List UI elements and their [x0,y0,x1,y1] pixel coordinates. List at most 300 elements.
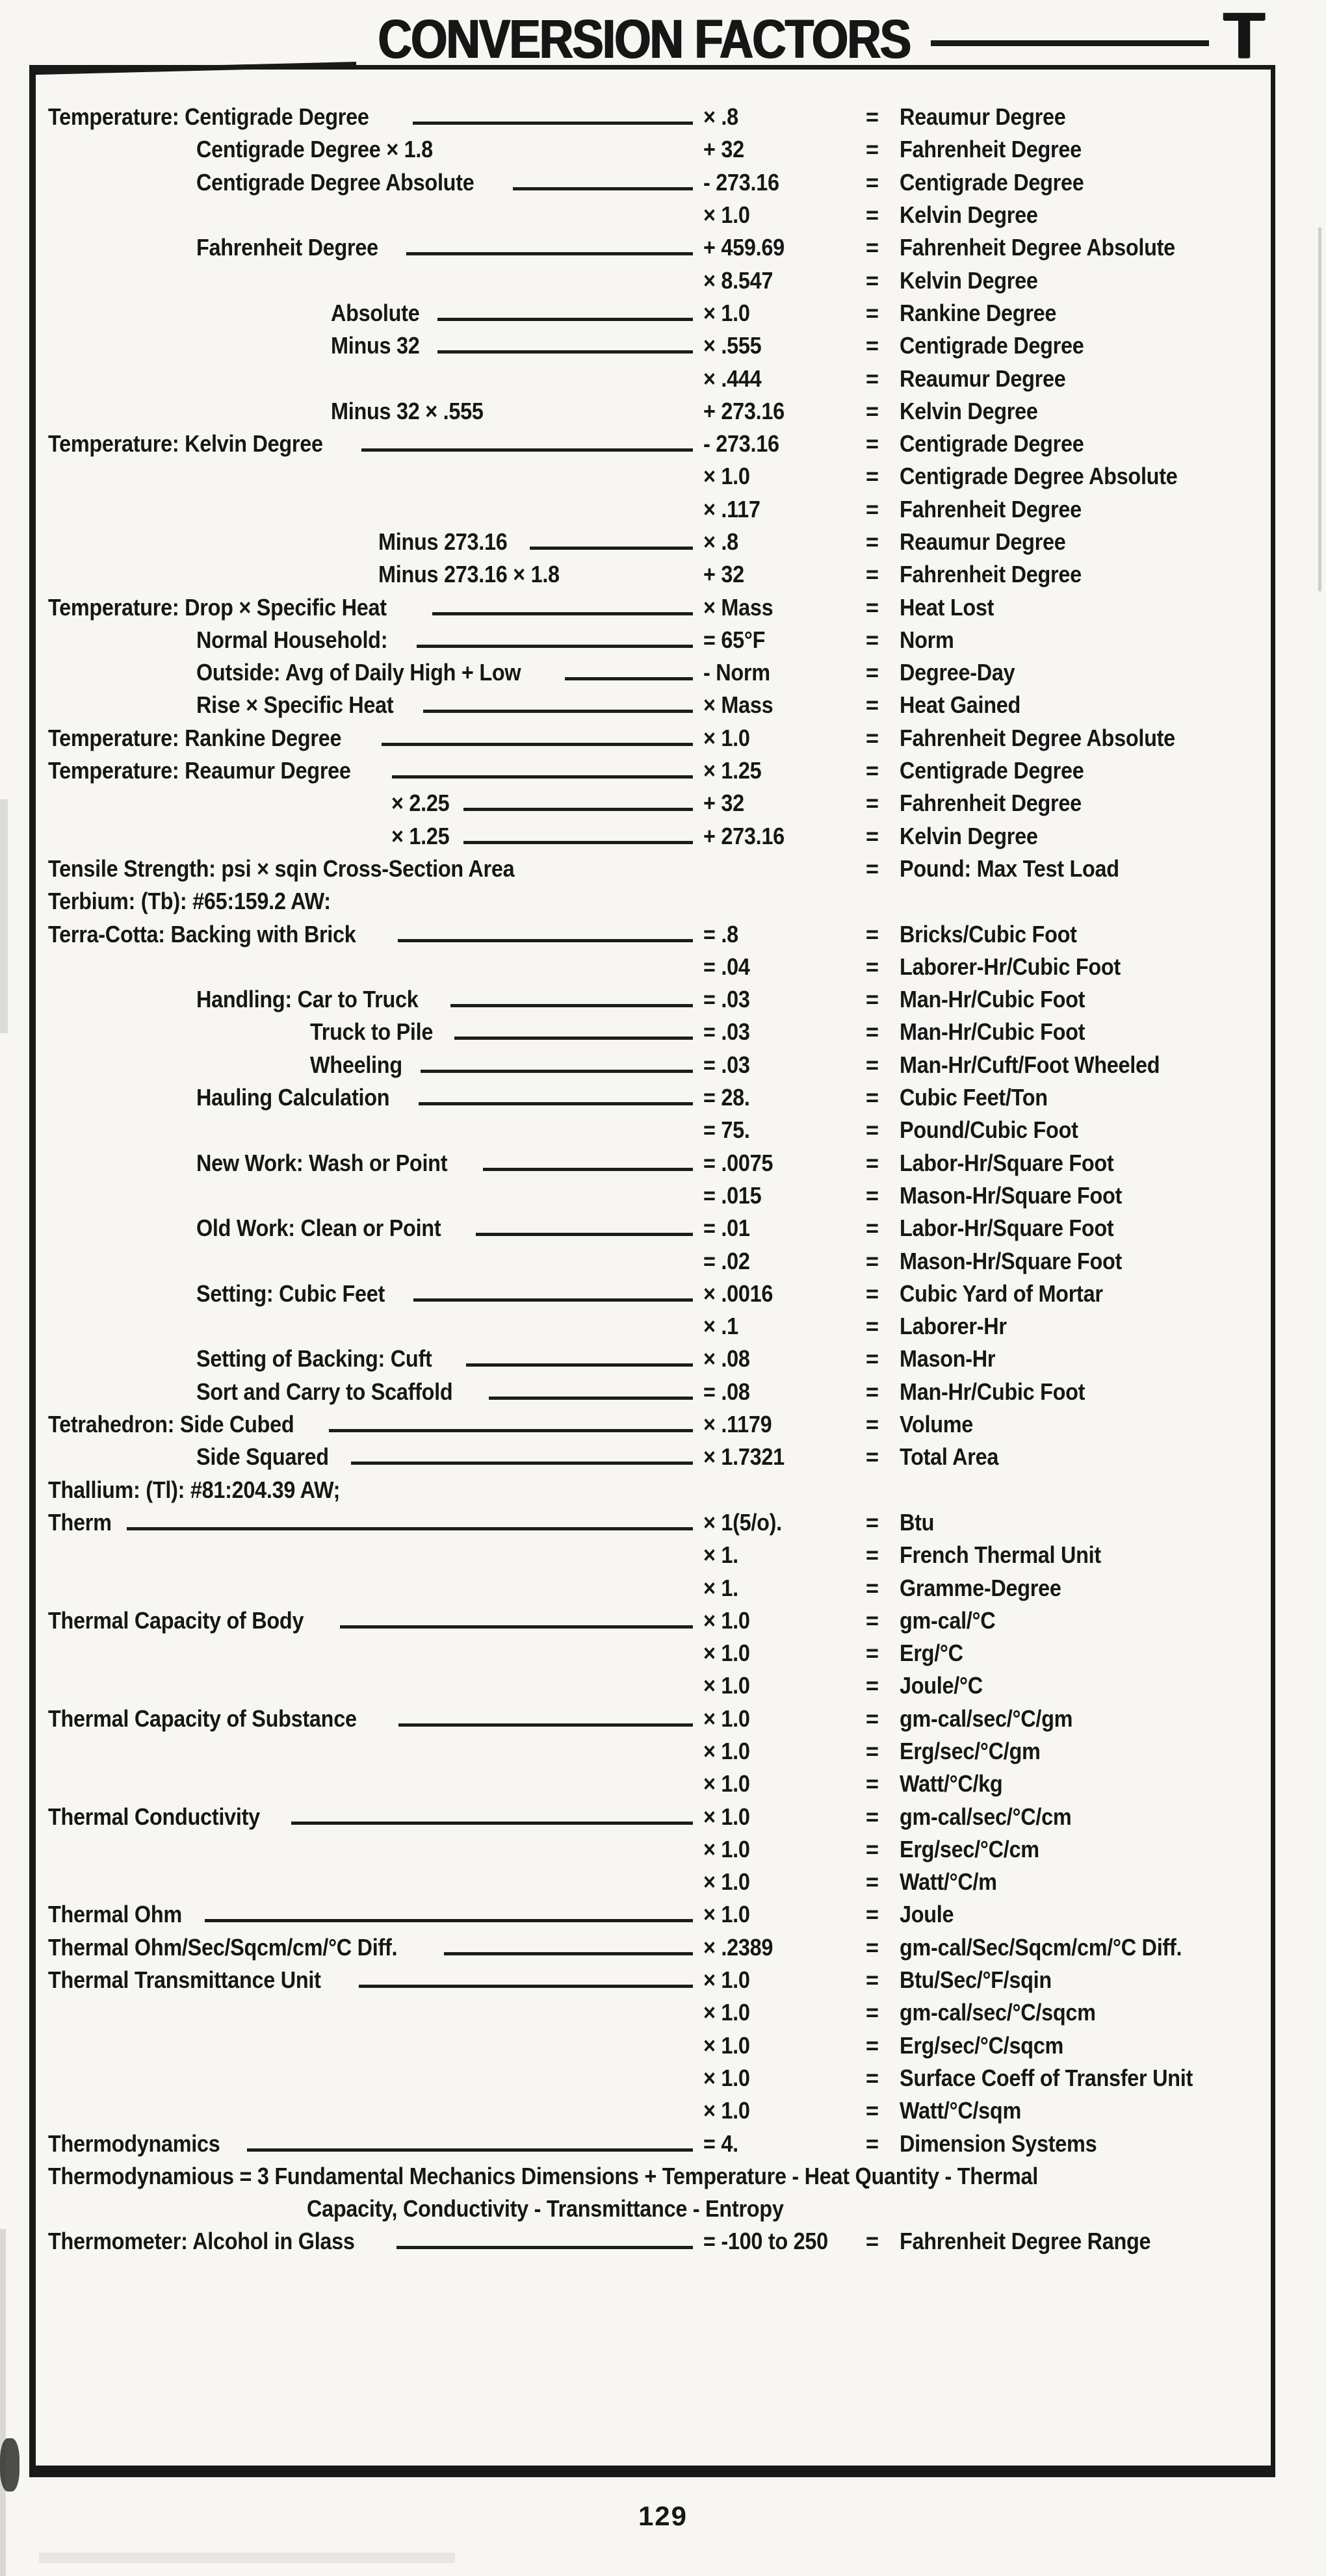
table-row [36,1898,1271,1931]
result-text: Centigrade Degree [900,757,1084,784]
operator-text: × Mass [703,691,774,719]
row-operator [703,1182,866,1209]
row-result [866,1738,1056,1765]
equals-sign: = [866,430,879,457]
row-result [866,169,1104,196]
leader-line [205,1919,693,1922]
operator-text: × 1.0 [703,1966,750,1994]
operator-text: = 28. [703,1084,750,1111]
table-row [36,1735,1271,1768]
table-row [36,820,1271,853]
leader-line [437,350,693,354]
row-label: Thermal Capacity of Substance [48,1705,357,1732]
row-operator [703,1509,866,1536]
row-label-zone [48,1901,703,1928]
equals-sign: = [866,168,879,196]
row-operator [703,953,866,981]
table-row [36,2193,1271,2225]
operator-text: = .04 [703,953,750,980]
leader-line [413,122,694,125]
table-row [36,264,1271,296]
row-label: Thermal Transmittance Unit [48,1966,321,1994]
equals-sign: = [866,1640,879,1667]
operator-text: × Mass [703,593,774,621]
operator-text: × .117 [703,495,760,522]
operator-text: × 1.0 [703,1835,750,1862]
result-text: Mason-Hr/Square Foot [900,1181,1123,1209]
row-label: Old Work: Clean or Point [196,1215,441,1242]
row-label-zone [48,1705,703,1732]
operator-text: × .555 [703,332,762,359]
row-result [866,463,1208,490]
result-text: Cubic Yard of Mortar [900,1280,1103,1307]
operator-text: = .015 [703,1181,762,1209]
operator-text: × 1.25 [703,757,762,784]
row-result [866,1313,1019,1340]
row-result [866,528,1084,556]
table-row [36,689,1271,721]
table-row [36,787,1271,819]
row-label: Thermal Ohm [48,1901,182,1928]
row-label: Thermal Capacity of Body [48,1606,304,1634]
table-row [36,2062,1271,2094]
operator-text: × 1.0 [703,1803,750,1830]
result-text: Fahrenheit Degree [900,790,1082,817]
result-text: Kelvin Degree [900,397,1038,424]
operator-text: × 1.0 [703,2097,750,2124]
row-label-zone [48,103,703,131]
table-row [36,1539,1271,1571]
row-operator [703,1770,866,1797]
table-row [36,2029,1271,2062]
row-label: Therm [48,1508,112,1536]
result-text: Dimension Systems [900,2130,1097,2157]
row-operator [703,1215,866,1242]
operator-text: = 75. [703,1116,750,1144]
scan-edge-artifact [1318,227,1321,591]
row-result [866,1378,1106,1406]
table-row [36,1800,1271,1833]
result-text: Watt/°C/sqm [900,2097,1021,2124]
row-result [866,1116,1098,1144]
operator-text: × 1. [703,1541,738,1569]
table-row [36,951,1271,983]
equals-sign: = [866,1770,879,1797]
equals-sign: = [866,463,879,490]
row-label-zone [48,136,703,163]
operator-text: × .0016 [703,1280,774,1307]
equals-sign: = [866,561,879,588]
row-result [866,1868,1008,1896]
row-operator [703,1607,866,1634]
row-result [866,1999,1117,2026]
row-result [866,1182,1147,1209]
equals-sign: = [866,1181,879,1209]
equals-sign: = [866,1116,879,1144]
row-result [866,398,1053,425]
equals-sign: = [866,757,879,784]
table-row [36,1833,1271,1866]
operator-text: × 1.7321 [703,1443,785,1471]
equals-sign: = [866,1868,879,1896]
row-result [866,725,1206,752]
operator-text: × 1.0 [703,463,750,490]
leader-line [466,1363,693,1367]
table-row [36,2160,1271,2193]
row-result [866,2065,1225,2092]
equals-sign: = [866,2064,879,2091]
row-result [866,1934,1213,1961]
row-label: Setting: Cubic Feet [196,1280,385,1307]
row-label: Temperature: Drop × Specific Heat [48,593,387,621]
row-operator [703,1018,866,1046]
table-row [36,1049,1271,1081]
table-row [36,1964,1271,1996]
row-operator [703,725,866,752]
result-text: Bricks/Cubic Foot [900,920,1077,947]
row-result [866,1640,970,1667]
row-result [866,2228,1178,2255]
equals-sign: = [866,1313,879,1340]
row-label-zone [48,332,703,359]
row-operator [703,790,866,817]
conversion-table-box [29,65,1275,2477]
leader-line [483,1168,693,1171]
leader-line [513,187,693,190]
row-operator [703,2130,866,2157]
table-row [36,1244,1271,1277]
row-result [866,953,1145,981]
row-result [866,1280,1125,1307]
leader-line [247,2148,693,2152]
equals-sign: = [866,299,879,326]
row-operator [703,496,866,523]
row-result [866,201,1053,229]
leader-line [329,1429,693,1432]
row-label-zone [48,2130,703,2157]
row-label: Thermal Conductivity [48,1803,260,1830]
table-row [36,166,1271,199]
result-text: gm-cal/sec/°C/sqcm [900,1999,1096,2026]
row-result [866,659,1028,686]
row-operator [703,1116,866,1144]
leader-line [361,448,693,452]
leader-line [398,1723,693,1727]
row-operator [703,267,866,294]
equals-sign: = [866,1606,879,1634]
equals-sign: = [866,266,879,294]
row-operator [703,1051,866,1079]
row-label-zone [48,1150,703,1177]
row-label-zone [48,1934,703,1961]
result-text: Erg/sec/°C/sqcm [900,2031,1064,2059]
result-text: Erg/sec/°C/cm [900,1835,1039,1862]
row-result [866,2130,1119,2157]
result-text: Kelvin Degree [900,266,1038,294]
row-label-zone [48,855,703,882]
equals-sign: = [866,1737,879,1764]
table-row [36,1343,1271,1375]
operator-text: - Norm [703,659,770,686]
leader-line [421,1070,693,1073]
equals-sign: = [866,2228,879,2255]
row-label-zone [48,1051,703,1079]
conversion-rows [36,101,1271,2258]
equals-sign: = [866,397,879,424]
operator-text: × 1.0 [703,1606,750,1634]
equals-sign: = [866,1084,879,1111]
row-result [866,1443,1009,1471]
row-label-zone [48,1084,703,1111]
operator-text: × 1.0 [703,1770,750,1797]
operator-text: × 1.0 [703,1705,750,1732]
equals-sign: = [866,1803,879,1830]
row-label-zone [48,986,703,1013]
leader-line [565,677,693,680]
row-operator [703,561,866,588]
result-text: Man-Hr/Cuft/Foot Wheeled [900,1051,1160,1078]
row-label: Minus 273.16 × 1.8 [378,561,560,588]
row-result [866,823,1053,850]
row-label-zone [48,2162,1038,2190]
table-row [36,2127,1271,2159]
table-row [36,1637,1271,1669]
table-row [36,1441,1271,1473]
row-result [866,691,1034,719]
result-text: Total Area [900,1443,999,1471]
result-text: Btu [900,1508,935,1536]
row-operator [703,103,866,131]
page-title-text: CONVERSION FACTORS [377,8,910,70]
row-label: Absolute [331,299,420,326]
equals-sign: = [866,1280,879,1307]
row-operator [703,691,866,719]
row-operator [703,528,866,556]
equals-sign: = [866,855,879,882]
result-text: Gramme-Degree [900,1574,1061,1601]
row-operator [703,398,866,425]
table-row [36,1604,1271,1637]
operator-text: = .03 [703,986,750,1013]
row-label: Truck to Pile [310,1018,434,1046]
row-operator [703,986,866,1013]
row-label-zone [48,2228,703,2255]
row-result [866,2032,1082,2059]
result-text: Reaumur Degree [900,528,1066,555]
table-row [36,1114,1271,1146]
row-label-zone [48,757,703,784]
result-text: Watt/°C/m [900,1868,997,1896]
table-row [36,983,1271,1016]
table-row [36,1866,1271,1898]
leader-line [413,1298,693,1302]
result-text: Laborer-Hr/Cubic Foot [900,953,1121,980]
operator-text: = 65°F [703,626,766,653]
row-label: Handling: Car to Truck [196,986,419,1013]
row-operator [703,823,866,850]
row-operator [703,2032,866,2059]
row-result [866,234,1206,261]
operator-text: + 32 [703,790,744,817]
equals-sign: = [866,103,879,131]
equals-sign: = [866,528,879,555]
result-text: Man-Hr/Cubic Foot [900,1018,1086,1046]
row-operator [703,1705,866,1732]
result-text: gm-cal/sec/°C/gm [900,1705,1073,1732]
table-row [36,754,1271,787]
row-operator [703,201,866,229]
operator-text: = -100 to 250 [703,2228,828,2255]
row-result [866,1705,1092,1732]
result-text: Heat Gained [900,691,1021,719]
equals-sign: = [866,1705,879,1732]
table-row [36,591,1271,623]
result-text: Volume [900,1411,974,1438]
result-text: gm-cal/°C [900,1606,996,1634]
row-operator [703,2097,866,2124]
result-text: Erg/sec/°C/gm [900,1737,1041,1764]
leader-line [382,743,693,746]
row-result [866,332,1104,359]
result-text: Labor-Hr/Square Foot [900,1149,1114,1176]
operator-text: = .03 [703,1051,750,1078]
row-operator [703,332,866,359]
row-result [866,1672,992,1699]
row-result [866,300,1074,327]
row-label-zone [48,659,703,686]
result-text: gm-cal/Sec/Sqcm/cm/°C Diff. [900,1933,1182,1961]
result-text: Centigrade Degree [900,430,1084,457]
operator-text: + 32 [703,561,744,588]
row-label: Normal Household: [196,626,388,653]
row-operator [703,921,866,948]
table-row [36,1703,1271,1735]
operator-text: + 273.16 [703,822,785,849]
leader-line [530,547,693,550]
operator-text: × 8.547 [703,266,774,294]
operator-text: × .8 [703,528,738,555]
row-result [866,1248,1147,1275]
row-result [866,1770,1014,1797]
row-label-zone [48,430,703,457]
operator-text: × .08 [703,1345,750,1372]
result-text: Erg/°C [900,1640,963,1667]
scan-edge-artifact [0,799,8,1033]
row-label-zone [48,790,703,817]
equals-sign: = [866,1541,879,1569]
result-text: Fahrenheit Degree Range [900,2228,1151,2255]
operator-text: × 1(5/o). [703,1508,782,1536]
row-operator [703,1738,866,1765]
table-row [36,1147,1271,1179]
row-operator [703,234,866,261]
row-result [866,1607,1006,1634]
row-label: Centigrade Degree Absolute [196,168,474,196]
row-operator [703,300,866,327]
row-result [866,1150,1138,1177]
operator-text: - 273.16 [703,168,779,196]
row-operator [703,1313,866,1340]
row-result [866,1541,1123,1569]
operator-text: = .03 [703,1018,750,1046]
result-text: Fahrenheit Degree Absolute [900,234,1175,261]
row-operator [703,430,866,457]
row-operator [703,1934,866,1961]
row-operator [703,1280,866,1307]
table-row [36,2094,1271,2127]
row-label-zone [48,1803,703,1831]
leader-line [423,710,693,713]
result-text: Heat Lost [900,593,994,621]
equals-sign: = [866,822,879,849]
leader-line [359,1985,693,1988]
operator-text: × 1. [703,1574,738,1601]
table-row [36,1571,1271,1604]
equals-sign: = [866,626,879,653]
equals-sign: = [866,1411,879,1438]
leader-line [406,252,693,255]
row-label: Thermometer: Alcohol in Glass [48,2228,355,2255]
result-text: Pound: Max Test Load [900,855,1119,882]
table-row [36,329,1271,362]
row-result [866,1575,1079,1602]
leader-line [444,1952,693,1955]
result-text: Fahrenheit Degree [900,495,1082,522]
result-text: Degree-Day [900,659,1015,686]
row-label-zone [48,921,703,948]
row-result [866,1803,1091,1831]
equals-sign: = [866,1443,879,1471]
operator-text: = 4. [703,2130,738,2157]
row-label-zone [48,1345,703,1372]
operator-text: × 1.0 [703,201,750,229]
row-operator [703,1443,866,1471]
row-label-zone [48,561,703,588]
row-label: Rise × Specific Heat [196,691,394,719]
operator-text: = .8 [703,920,738,947]
operator-text: × .2389 [703,1933,774,1961]
row-label-zone [48,1509,703,1536]
operator-text: × 1.0 [703,1999,750,2026]
result-text: gm-cal/sec/°C/cm [900,1803,1072,1830]
row-label: Tetrahedron: Side Cubed [48,1411,294,1438]
row-label: Tensile Strength: psi × sqin Cross-Section Area [48,855,515,882]
equals-sign: = [866,495,879,522]
row-label: Terbium: (Tb): #65:159.2 AW: [48,888,331,915]
scan-smudge-artifact [0,2438,20,2492]
equals-sign: = [866,691,879,719]
row-operator [703,1868,866,1896]
equals-sign: = [866,1508,879,1536]
row-label: Minus 273.16 [378,528,508,555]
table-row [36,918,1271,950]
result-text: Norm [900,626,954,653]
operator-text: × 1.0 [703,2064,750,2091]
row-label-zone [48,1443,703,1471]
equals-sign: = [866,1835,879,1862]
leader-line [398,939,693,942]
row-label-zone [48,528,703,556]
row-operator [703,2065,866,2092]
equals-sign: = [866,1051,879,1078]
row-operator [703,1150,866,1177]
row-operator [703,659,866,686]
row-result [866,1901,960,1928]
row-label: Side Squared [196,1443,329,1471]
result-text: Man-Hr/Cubic Foot [900,1378,1086,1405]
result-text: Centigrade Degree [900,168,1084,196]
row-label: Thallium: (Tl): #81:204.39 AW; [48,1476,341,1503]
